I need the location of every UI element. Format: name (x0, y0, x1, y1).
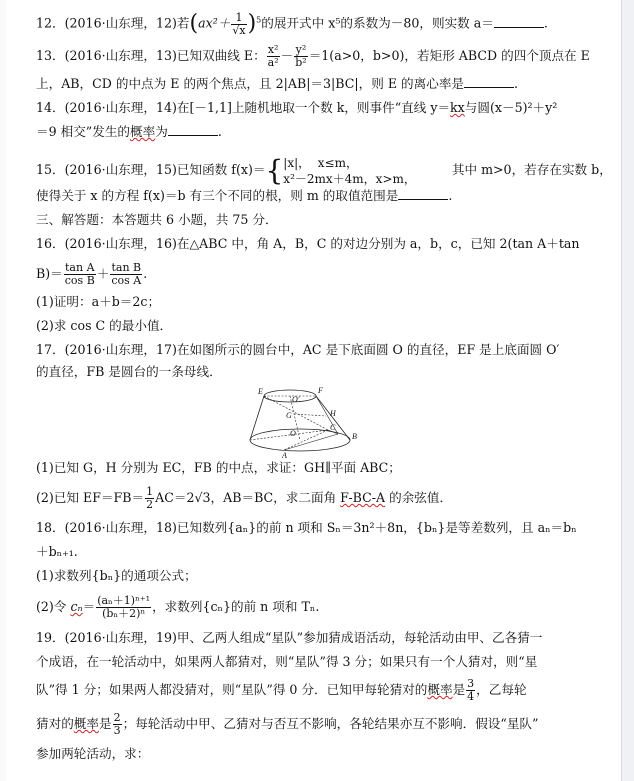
problem-12-fraction: $\frac{1}{√x}$ (232, 10, 246, 37)
problem-13-fraction-y: $\frac{\text{y²}}{\text{b²}}$ (295, 43, 307, 69)
problem-19-line-2: 个成语，在一轮活动中，如果两人都猜对，则“星队”得 3 分；如果只有一个人猜对，则“星 (36, 654, 538, 669)
section-heading-3: 三、解答题：本答题共 6 小题，共 75 分． (36, 212, 278, 227)
problem-19-line-5: 参加两轮活动，求： (36, 746, 150, 761)
page-left-edge (0, 0, 6, 781)
problem-16-part-1: (1)证明：a＋b＝2c； (36, 294, 161, 309)
cases-brace: { (265, 153, 284, 187)
spellcheck-dihedral: F-BC-A (340, 490, 386, 505)
page-right-scroll-edge[interactable] (621, 0, 634, 781)
problem-19-fraction-3-4: $\frac{3}{4}$ (467, 677, 475, 703)
problem-12-term: ax²＋ (198, 15, 231, 31)
problem-16-line-1: 16．(2016·山东理，16)在△ABC 中，角 A，B，C 的对边分别为 a，b，c，已知 2(tan A＋tan (36, 236, 580, 251)
problem-17-line-2: 的直径，FB 是圆台的一条母线． (36, 364, 222, 379)
problem-12: 12．(2016·山东理，12)若(ax²＋ $\frac{1}{√x}$ )$^5$的展开式中 x⁵的系数为－80，则实数 a＝ . (36, 10, 548, 37)
paren-close: ) (247, 11, 257, 36)
problem-19-line-1: 19．(2016·山东理，19)甲、乙两人组成“星队”参加猜成语活动，每轮活动由甲、乙各猜一 (36, 630, 543, 645)
problem-18-part-1: (1)求数列{bₙ}的通项公式； (36, 568, 197, 583)
problem-14-line-1: 14．(2016·山东理，14)在[－1,1]上随机地取一个数 k，则事件“直线 y＝kx与圆(x－5)²＋y² (36, 100, 558, 115)
answer-blank[interactable] (398, 187, 448, 200)
label-O: O (290, 429, 296, 438)
problem-13-line-1: 13．(2016·山东理，13)已知双曲线 E： $\frac{\text{x²}}{\text{a²}}$ － $\frac{\text{y²}}{\text{b²}}$ ＝1(a>0，b>0)，若矩形 ABCD 的四个顶点在 E (36, 43, 590, 69)
spellcheck-kx: kx (450, 100, 465, 115)
problem-19-fraction-2-3: $\frac{2}{3}$ (113, 711, 121, 737)
label-F: F (318, 386, 323, 395)
spellcheck-probability: 概率 (130, 124, 156, 139)
label-B: B (352, 432, 357, 441)
problem-17-part-1: (1)已知 G，H 分别为 EC，FB 的中点，求证：GH∥平面 ABC； (36, 460, 401, 475)
answer-blank[interactable] (464, 75, 514, 88)
problem-16-fraction-1: $\frac{\text{tan A}}{\text{cos B}}$ (64, 261, 95, 287)
label-E: E (258, 387, 263, 396)
label-C: C (330, 423, 336, 432)
problem-17-part-2: (2)已知 EF＝FB＝ $\frac{1}{2}$ AC＝2√3，AB＝BC，求二面角 F-BC-A 的余弦值． (36, 485, 453, 511)
problem-14-line-2: ＝9 相交”发生的概率为 . (36, 124, 222, 139)
label-G: G (286, 411, 292, 420)
answer-blank[interactable] (168, 123, 218, 136)
problem-18-part-2: (2)令 cₙ＝ $\frac{\text{(aₙ＋1)ⁿ⁺¹}}{\text{(bₙ＋2)ⁿ}}$ ，求数列{cₙ}的前 n 项和 Tₙ. (36, 594, 320, 620)
problem-18-line-1: 18．(2016·山东理，18)已知数列{aₙ}的前 n 项和 Sₙ＝3n²＋8n，{bₙ}是等差数列，且 aₙ＝bₙ (36, 520, 577, 535)
spellcheck-probability: 概率 (73, 716, 99, 731)
problem-16-part-2: (2)求 cos C 的最小值． (36, 318, 173, 333)
problem-12-exponent: 5 (256, 15, 262, 25)
problem-16-fraction-2: $\frac{\text{tan B}}{\text{cos A}}$ (111, 261, 142, 287)
problem-13-line-2: 上，AB，CD 的中点为 E 的两个焦点，且 2|AB|＝3|BC|，则 E 的离心率是 . (36, 76, 519, 91)
problem-19-line-4: 猜对的概率是 $\frac{2}{3}$ ；每轮活动中甲、乙猜对与否互不影响，各轮结果亦互不影响．假设“星队” (36, 711, 539, 737)
piecewise-cases: |x|， x≤m， x²－2mx＋4m，x>m， (283, 155, 416, 186)
problem-12-prefix: 12．(2016·山东理，12)若 (36, 15, 190, 31)
label-H: H (330, 409, 336, 418)
label-A: A (282, 451, 287, 458)
problem-15-line-2: 使得关于 x 的方程 f(x)＝b 有三个不同的根，则 m 的取值范围是 . (36, 188, 453, 203)
problem-15-line-1: 15．(2016·山东理，15)已知函数 f(x)＝{ |x|， x≤m， x²－2mx＋4m，x>m， 其中 m>0，若存在实数 b， (36, 153, 612, 187)
problem-18-fraction: $\frac{\text{(aₙ＋1)ⁿ⁺¹}}{\text{(bₙ＋2)ⁿ}}$ (97, 594, 151, 620)
problem-18-line-2: ＋bₙ₊₁. (36, 544, 78, 559)
frustum-figure (246, 386, 368, 458)
spellcheck-probability: 概率 (427, 682, 453, 697)
problem-16-line-2: B)＝ $\frac{\text{tan A}}{\text{cos B}}$ ＋ $\frac{\text{tan B}}{\text{cos A}}$ . (36, 261, 148, 287)
spellcheck-cn: cₙ (70, 599, 83, 614)
problem-12-suffix: 的展开式中 x⁵的系数为－80，则实数 a＝ (261, 15, 494, 31)
paren-open: ( (189, 11, 199, 36)
problem-13-fraction-x: $\frac{\text{x²}}{\text{a²}}$ (267, 43, 279, 69)
problem-17-fraction-half: $\frac{1}{2}$ (146, 485, 154, 511)
problem-19-line-3: 队”得 1 分；如果两人都没猜对，则“星队”得 0 分．已知甲每轮猜对的概率是 $\frac{3}{4}$ ，乙每轮 (36, 677, 527, 703)
problem-17-line-1: 17．(2016·山东理，17)在如图所示的圆台中，AC 是下底面圆 O 的直径，EF 是上底面圆 O′ (36, 342, 560, 357)
label-O-prime: O′ (292, 395, 300, 404)
answer-blank[interactable] (494, 15, 544, 28)
